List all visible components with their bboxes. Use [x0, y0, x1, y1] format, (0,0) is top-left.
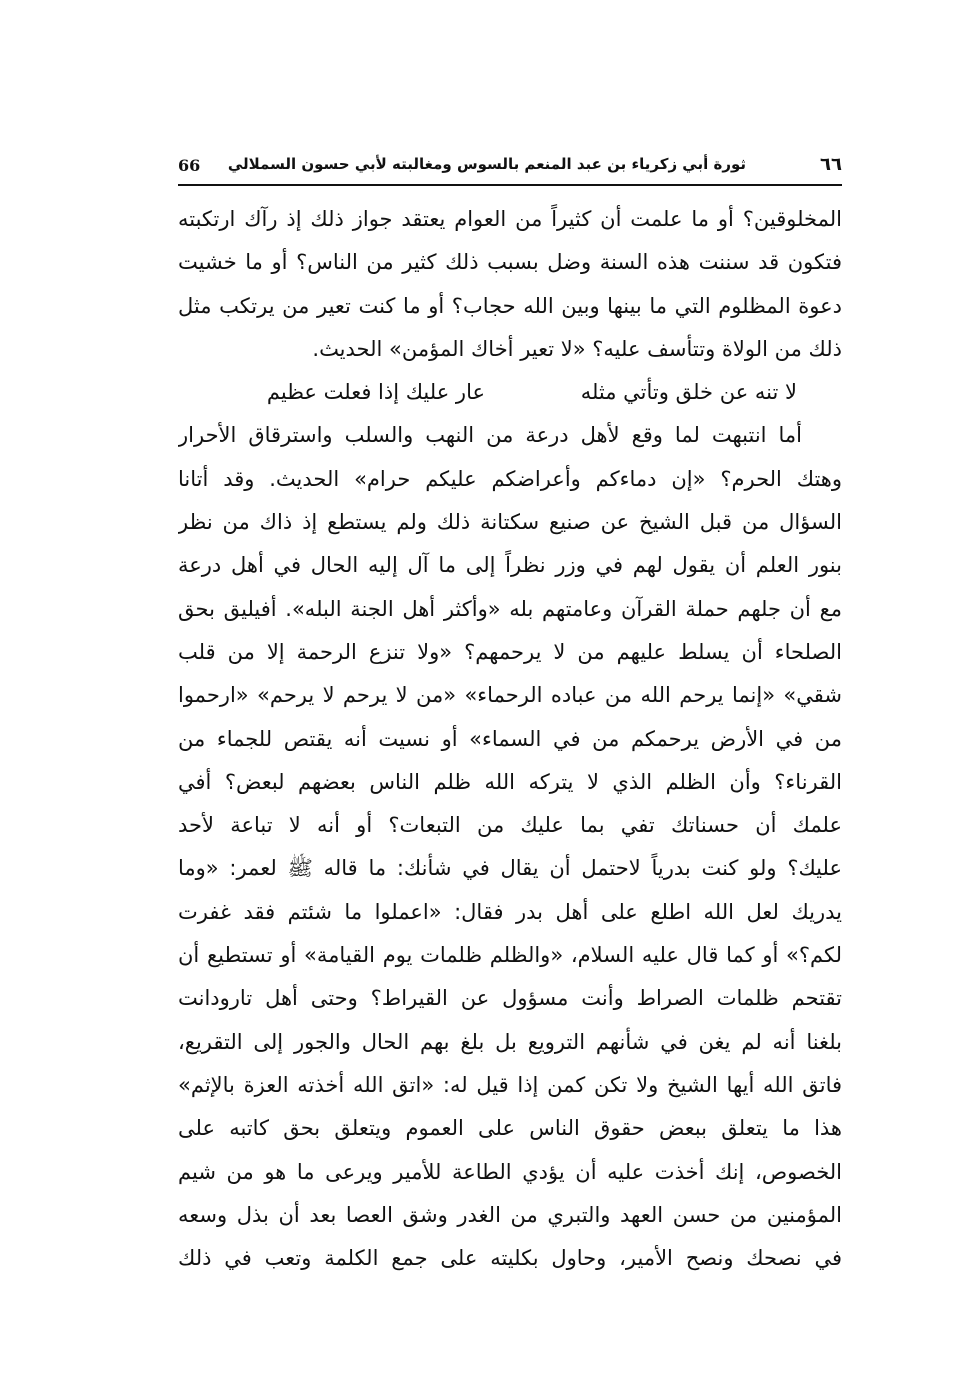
text-line: مع أن جلهم حملة القرآن وعامتهم بله «وأكثر أهل الجنة البله». أفيليق بحق	[178, 596, 842, 621]
text-line: الصلحاء أن يسلط عليهم من لا يرحمهم؟ «ولا تنزع الرحمة إلا من قلب	[178, 639, 842, 664]
text-line: أما انتبهت لما وقع لأهل درعة من النهب والسلب واسترقاق الأحرار	[178, 423, 802, 448]
text-line: شقي» «إنما يرحم الله من عباده الرحماء» «من لا يرحم لا يرحم» «ارحموا	[178, 683, 842, 708]
text-line: الخصوص، إنك أخذت عليه أن يؤدي الطاعة للأمير ويرعى ما هو من شيم	[178, 1159, 842, 1184]
poetry-verse	[178, 371, 842, 414]
text-line: يدريك لعل الله اطلع على أهل بدر فقال: «اعملوا ما شئتم فقد غفرت	[178, 899, 842, 924]
page-body	[178, 198, 842, 1280]
text-line: وهتك الحرم؟ «إن دماءكم وأعراضكم عليكم حرام» الحديث. وقد أتانا	[178, 466, 842, 491]
text-line: فاتق الله أيها الشيخ ولا تكن كمن إذا قيل له: «اتق الله أخذته العزة بالإثم»	[178, 1072, 842, 1097]
text-line: لكم؟» أو كما قال عليه السلام، «والظلم ظلمات يوم القيامة» أو تستطيع أن	[178, 943, 842, 968]
text-line: عليك؟ ولو كنت بدرياً لاحتمل أن يقال في شأنك: ما قاله ﷺ لعمر: «وما	[178, 856, 842, 881]
text-line: السؤال من قبل الشيخ عن صنيع سكتانة ذلك ولم يستطع إذ ذاك من نظر	[178, 510, 842, 535]
text-line: في نصحك ونصح الأمير، وحاول بكليته على جمع الكلمة وتعب في ذلك	[178, 1246, 842, 1271]
text-line: بلغنا أنه لم يغن في شأنهم الترويع بل بلغ بهم الحال والجور إلى التقريع،	[178, 1029, 842, 1054]
text-line: من في الأرض يرحمكم من في السماء» أو نسيت أنه يقتص للجماء من	[178, 726, 842, 751]
text-line: هذا ما يتعلق ببعض حقوق الناس على العموم ويتعلق بحق كاتبه على	[178, 1116, 842, 1141]
page-number-arabic: ٦٦	[820, 154, 842, 175]
verse-first-hemistich: لا تنه عن خلق وتأتي مثله	[580, 380, 797, 405]
verse-second-hemistich: عار عليك إذا فعلت عظيم	[266, 380, 485, 405]
page-header	[178, 148, 842, 186]
text-line: دعوة المظلوم التي ما بينها وبين الله حجاب؟ أو ما كنت تعير من يرتكب مثل	[178, 293, 842, 318]
text-line: بنور العلم أن يقول لهم في وزر نظراً إلى ما آل إليه الحال في أهل درعة	[178, 553, 842, 578]
page-number-latin: 66	[178, 156, 201, 175]
text-line: علمك أن حسناتك تفي بما عليك من التبعات؟ أو أنه لا تباعة لأحد	[178, 813, 842, 838]
running-title: ثورة أبي زكرياء بن عبد المنعم بالسوس ومغالبته لأبي حسون السملالي	[227, 155, 746, 173]
text-line: ذلك من الولاة وتتأسف عليه؟ «لا تعير أخاك المؤمن» الحديث.	[312, 336, 842, 361]
text-line: المؤمنين من حسن العهد والتبري من الغدر وشق العصا بعد أن بذل وسعه	[178, 1202, 842, 1227]
text-line: المخلوقين؟ أو ما علمت أن كثيراً من العوام يعتقد جواز ذلك إذ رآك ارتكبته	[178, 207, 842, 231]
text-line: فتكون قد سننت هذه السنة وضل بسبب ذلك كثير من الناس؟ أو ما خشيت	[178, 250, 842, 275]
text-line: تقتحم ظلمات الصراط وأنت مسؤول عن القيراط؟ وحتى أهل تارودانت	[178, 986, 842, 1011]
text-line: القرناء؟ وأن الظلم الذي لا يتركه الله ظلم الناس بعضهم لبعض؟ أفي	[178, 769, 842, 794]
